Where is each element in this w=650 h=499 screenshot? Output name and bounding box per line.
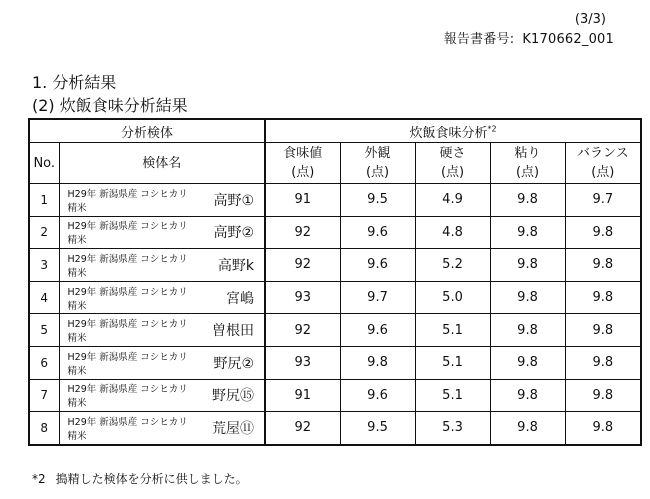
row-site: 高野② (199, 216, 265, 249)
row-value: 9.6 (340, 216, 415, 249)
row-no: 1 (29, 184, 59, 217)
row-value: 9.6 (340, 379, 415, 412)
row-sample-name: H29年 新潟県産 コシヒカリ 精米 (59, 379, 199, 412)
row-value: 9.5 (340, 412, 415, 445)
table-row (29, 314, 641, 347)
row-value: 9.8 (490, 249, 565, 282)
table-body (29, 184, 641, 445)
row-value: 9.8 (565, 346, 641, 379)
metric-label: バランス (576, 146, 629, 161)
row-value: 9.6 (340, 314, 415, 347)
group-header-analysis (265, 119, 641, 143)
table-row (29, 346, 641, 379)
row-value: 93 (265, 281, 340, 314)
row-value: 5.1 (415, 314, 490, 347)
row-value: 5.2 (415, 249, 490, 282)
row-value: 92 (265, 249, 340, 282)
row-value: 9.8 (490, 412, 565, 445)
section-heading-1: 1. 分析結果 (32, 73, 117, 92)
row-value: 9.7 (340, 281, 415, 314)
row-value: 92 (265, 314, 340, 347)
row-site: 高野① (199, 184, 265, 217)
row-value: 4.8 (415, 216, 490, 249)
row-value: 5.0 (415, 281, 490, 314)
row-site: 荒屋⑪ (199, 412, 265, 445)
row-value: 5.3 (415, 412, 490, 445)
group-header-sample: 分析検体 (29, 119, 265, 143)
section-heading-2: (2) 炊飯食味分析結果 (32, 96, 188, 115)
row-site: 曽根田 (199, 314, 265, 347)
table-column-header (29, 143, 641, 184)
row-sample-name: H29年 新潟県産 コシヒカリ 精米 (59, 216, 199, 249)
col-header-metric (415, 143, 490, 184)
row-sample-name: H29年 新潟県産 コシヒカリ 精米 (59, 281, 199, 314)
metric-label: 粘り (514, 146, 541, 161)
footnote-text: 搗精した検体を分析に供しました。 (55, 472, 248, 486)
row-sample-name: H29年 新潟県産 コシヒカリ 精米 (59, 249, 199, 282)
row-value: 9.8 (340, 346, 415, 379)
footnote-mark: *2 (32, 472, 46, 486)
table-row (29, 216, 641, 249)
report-number-label: 報告書番号: (443, 32, 515, 47)
results-table (28, 118, 642, 446)
report-number (444, 28, 614, 47)
table-group-header (29, 119, 641, 143)
row-value: 9.8 (490, 314, 565, 347)
row-no: 2 (29, 216, 59, 249)
row-site: 野尻⑮ (199, 379, 265, 412)
metric-label: 食味値 (283, 146, 323, 161)
table-row (29, 379, 641, 412)
footnote-ref: *2 (487, 124, 497, 134)
row-sample-name: H29年 新潟県産 コシヒカリ 精米 (59, 314, 199, 347)
metric-unit: (点) (591, 165, 615, 180)
row-value: 92 (265, 216, 340, 249)
row-sample-name: H29年 新潟県産 コシヒカリ 精米 (59, 184, 199, 217)
row-value: 91 (265, 379, 340, 412)
report-number-value: K170662_001 (522, 32, 614, 47)
col-header-name: 検体名 (59, 143, 265, 184)
page-number: (3/3) (574, 12, 606, 27)
footnote (32, 470, 248, 487)
row-value: 9.8 (565, 314, 641, 347)
row-site: 野尻② (199, 346, 265, 379)
metric-label: 硬さ (439, 146, 466, 161)
row-no: 4 (29, 281, 59, 314)
row-no: 3 (29, 249, 59, 282)
metric-unit: (点) (291, 165, 315, 180)
col-header-no: No. (29, 143, 59, 184)
row-value: 9.8 (565, 249, 641, 282)
col-header-metric (490, 143, 565, 184)
row-value: 9.8 (490, 184, 565, 217)
row-value: 4.9 (415, 184, 490, 217)
table-row (29, 249, 641, 282)
row-value: 9.8 (565, 216, 641, 249)
row-value: 9.8 (565, 281, 641, 314)
table-row (29, 281, 641, 314)
row-no: 6 (29, 346, 59, 379)
row-sample-name: H29年 新潟県産 コシヒカリ 精米 (59, 346, 199, 379)
metric-unit: (点) (440, 165, 465, 180)
row-value: 93 (265, 346, 340, 379)
row-value: 9.8 (490, 281, 565, 314)
col-header-metric (565, 143, 641, 184)
row-value: 9.8 (565, 412, 641, 445)
row-value: 9.8 (490, 216, 565, 249)
col-header-metric (265, 143, 340, 184)
row-value: 91 (265, 184, 340, 217)
row-sample-name: H29年 新潟県産 コシヒカリ 精米 (59, 412, 199, 445)
row-value: 5.1 (415, 346, 490, 379)
row-value: 9.5 (340, 184, 415, 217)
metric-unit: (点) (515, 165, 540, 180)
row-value: 9.8 (490, 346, 565, 379)
table-row (29, 412, 641, 445)
row-site: 宮嶋 (199, 281, 265, 314)
row-value: 9.6 (340, 249, 415, 282)
row-no: 8 (29, 412, 59, 445)
col-header-metric (340, 143, 415, 184)
row-no: 7 (29, 379, 59, 412)
row-value: 9.8 (565, 379, 641, 412)
row-value: 92 (265, 412, 340, 445)
metric-label: 外観 (364, 146, 391, 161)
row-value: 9.8 (490, 379, 565, 412)
table-row (29, 184, 641, 217)
metric-unit: (点) (365, 165, 390, 180)
row-value: 9.7 (565, 184, 641, 217)
row-no: 5 (29, 314, 59, 347)
group-header-analysis-label: 炊飯食味分析 (409, 125, 488, 141)
row-value: 5.1 (415, 379, 490, 412)
row-site: 高野k (199, 249, 265, 282)
